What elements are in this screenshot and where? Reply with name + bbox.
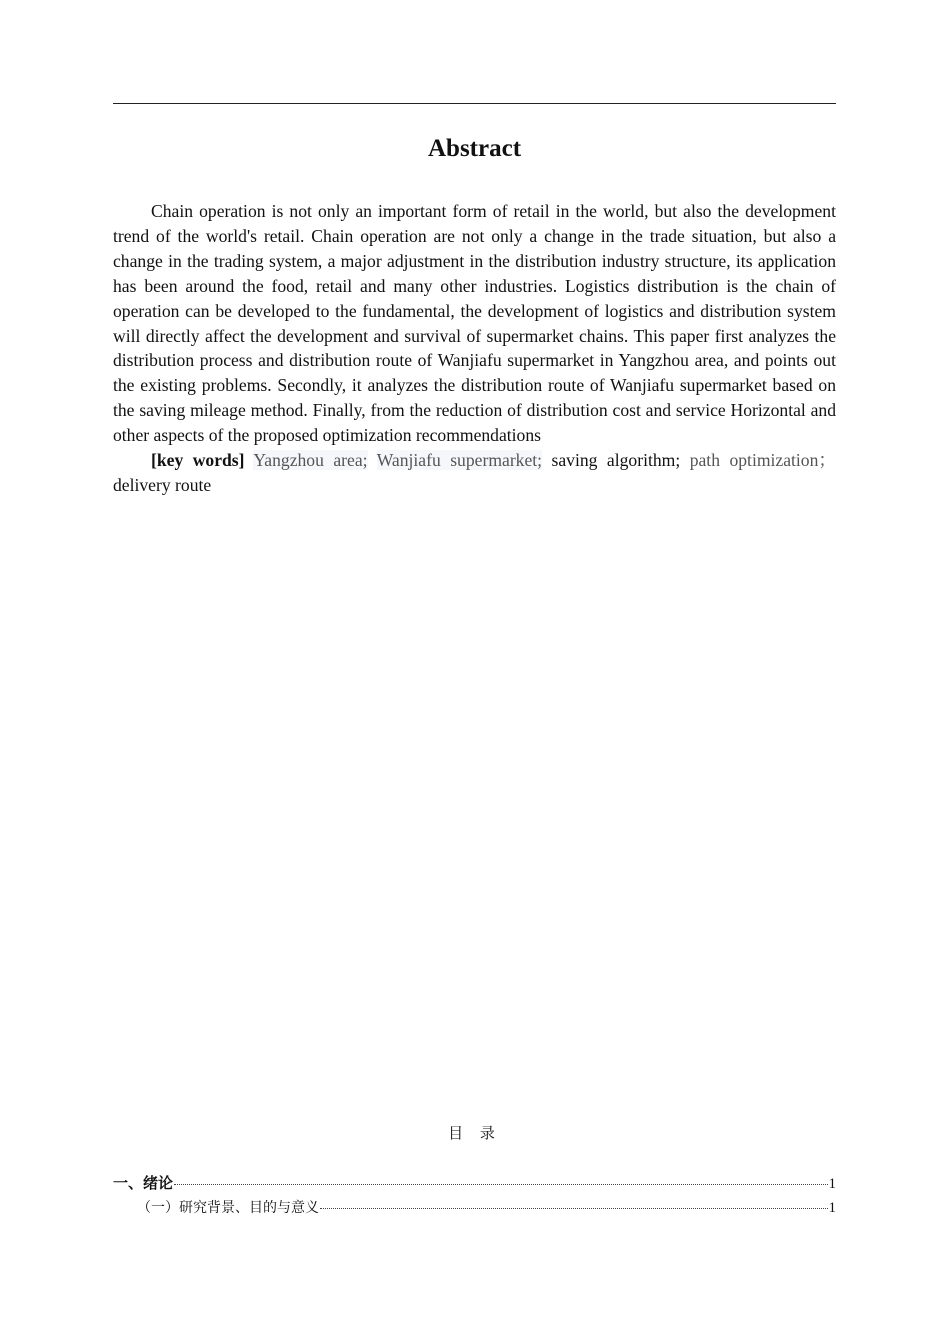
toc-title: 目 录 xyxy=(448,1124,501,1142)
keyword-saving-algorithm: saving algorithm; xyxy=(551,450,681,471)
abstract-title: Abstract xyxy=(427,135,522,162)
toc-dot-leader xyxy=(320,1208,828,1209)
toc-page-number: 1 xyxy=(828,1176,836,1192)
toc-entry[interactable] xyxy=(137,1197,836,1217)
keywords-line xyxy=(113,448,836,498)
keyword-wanjiafu: Wanjiafu supermarket; xyxy=(376,450,543,471)
keyword-delivery-route: delivery route xyxy=(113,474,212,495)
keywords-label: [key words] xyxy=(151,450,245,471)
keyword-yangzhou: Yangzhou area; xyxy=(253,450,368,471)
abstract-section xyxy=(113,199,836,498)
toc-entry-label: （一）研究背景、目的与意义 xyxy=(137,1200,319,1216)
abstract-paragraph: Chain operation is not only an important form of retail in the world, but also the development trend of the world's retail. Chain operation are not only a change in the trade situation, but also a change in the trading system, a major adjustment in the distribution industry structure, its application has been around the food, retail and many other industries. Logistics distribution is the chain of operation can be developed to the fundamental, the development of logistics and distribution system will directly affect the development and survival of supermarket chains. This paper first analyzes the distribution process and distribution route of Wanjiafu supermarket in Yangzhou area, and points out the existing problems. Secondly, it analyzes the distribution route of Wanjiafu supermarket based on the saving mileage method. Finally, from the reduction of distribution cost and service Horizontal and other aspects of the proposed optimization recommendations xyxy=(113,201,836,446)
keyword-path-optimization: path optimization； xyxy=(689,450,836,471)
toc-dot-leader xyxy=(174,1184,827,1185)
toc-entry[interactable] xyxy=(113,1172,836,1193)
header-rule xyxy=(113,103,836,104)
toc-entry-label: 一、绪论 xyxy=(113,1174,174,1192)
toc-page-number: 1 xyxy=(828,1200,836,1216)
